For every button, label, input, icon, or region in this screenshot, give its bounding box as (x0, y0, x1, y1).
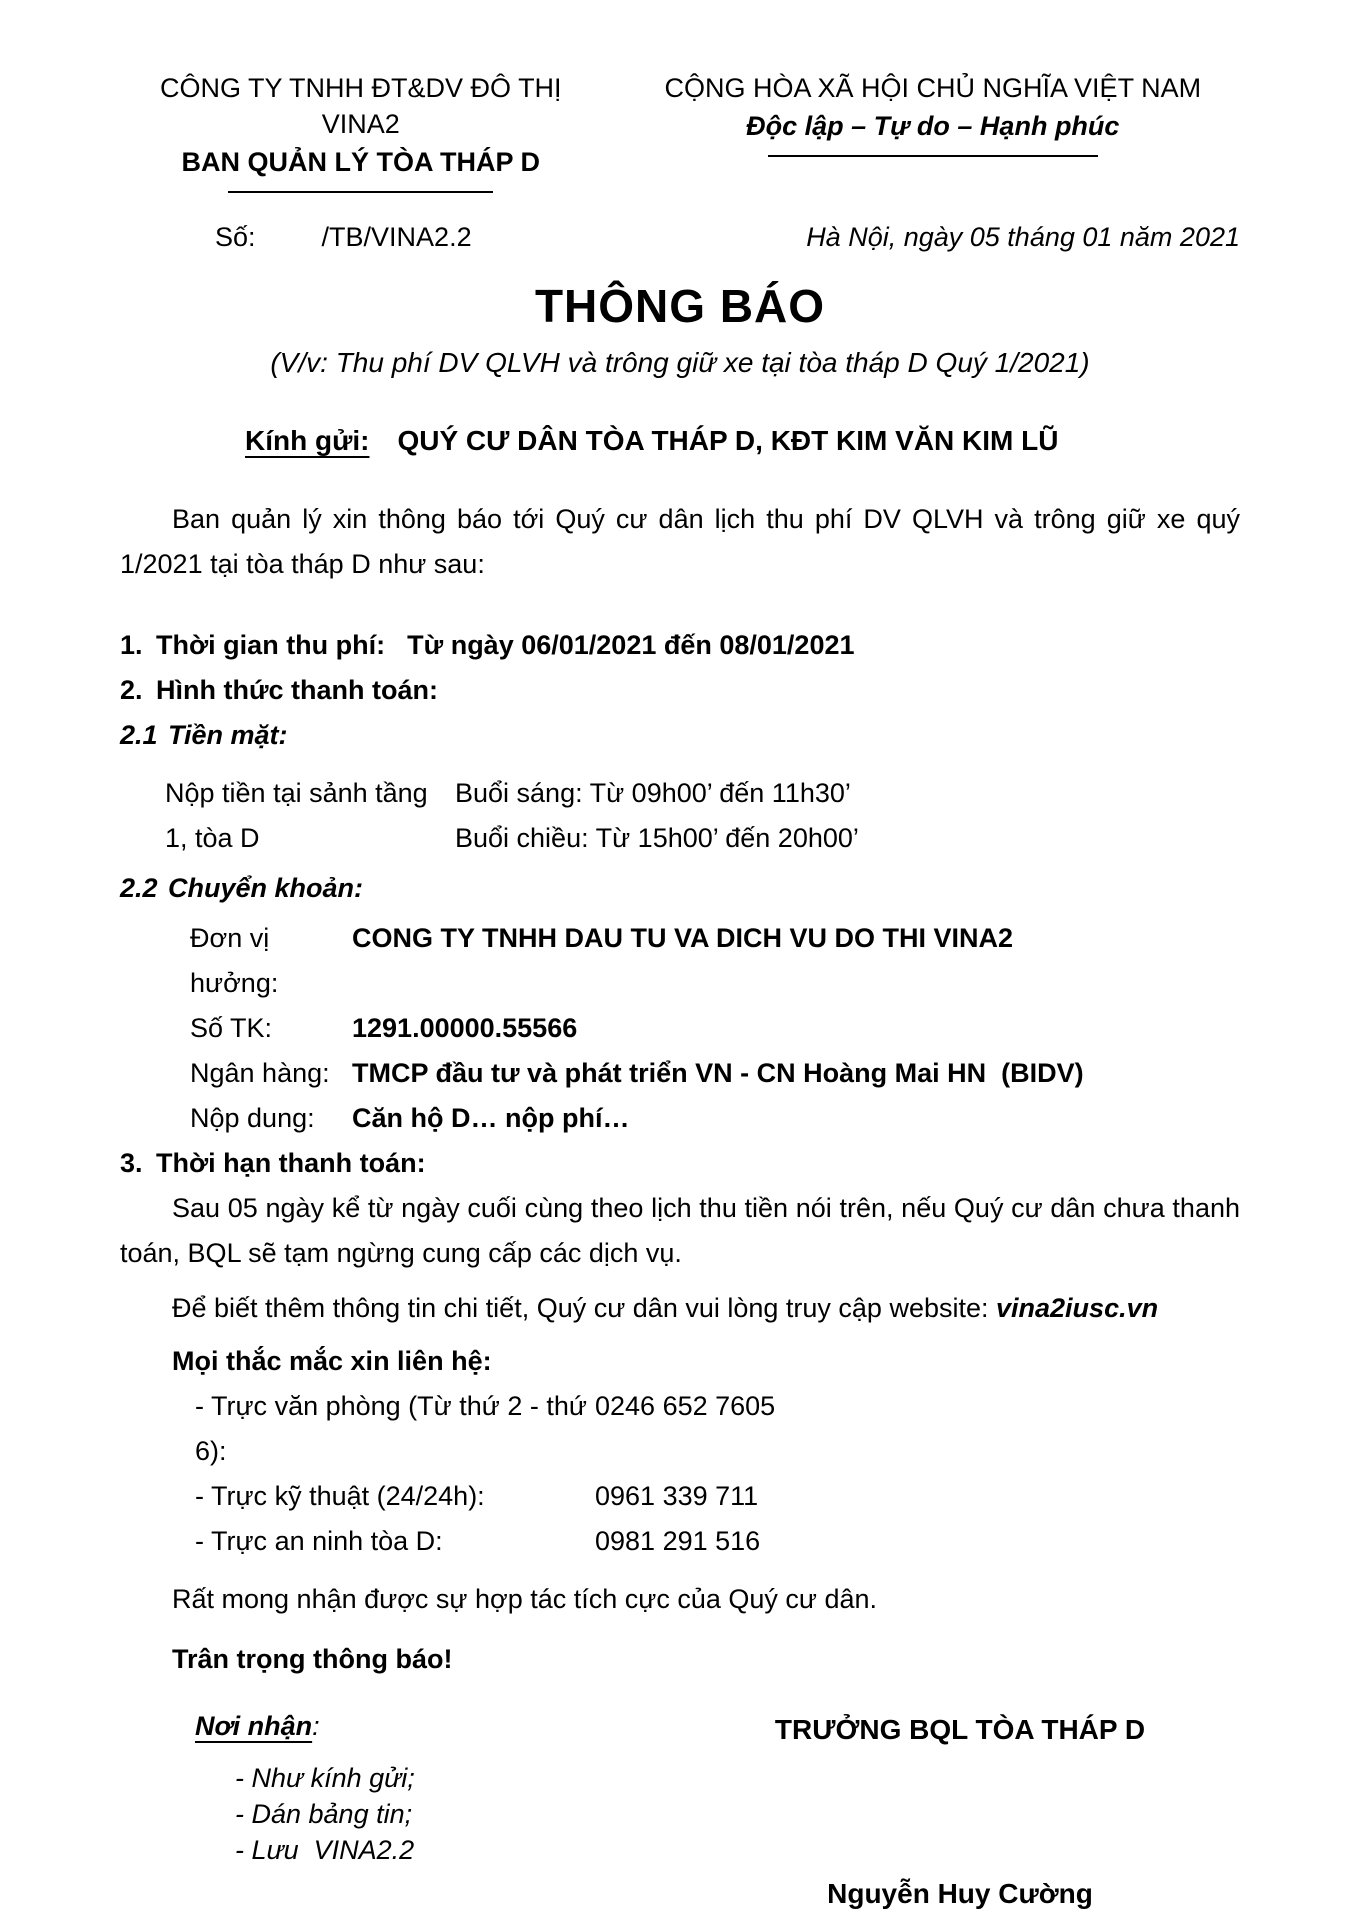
bank-row-memo (190, 1096, 1240, 1141)
issuer-company-name: CÔNG TY TNHH ĐT&DV ĐÔ THỊ VINA2 (160, 73, 570, 139)
bank-row-bank (190, 1051, 1240, 1096)
motto-underline (768, 155, 1098, 157)
document-number-value: /TB/VINA2.2 (321, 222, 472, 252)
recipients-heading (195, 1706, 680, 1746)
section-3-label: Thời hạn thanh toán: (156, 1148, 426, 1178)
section-1-value: Từ ngày 06/01/2021 đến 08/01/2021 (407, 630, 855, 660)
recipient-item: - Lưu VINA2.2 (235, 1835, 415, 1865)
cash-times (455, 771, 859, 861)
section-2-2 (120, 866, 1240, 911)
bank-row-account (190, 1006, 1240, 1051)
recipient-item: - Dán bảng tin; (235, 1799, 413, 1829)
contact-heading: Mọi thắc mắc xin liên hệ: (172, 1346, 492, 1376)
salutation (245, 425, 1240, 457)
recipients-block (195, 1706, 680, 1910)
document-subject: (V/v: Thu phí DV QLVH và trông giữ xe tại tòa tháp D Quý 1/2021) (270, 347, 1090, 378)
section-2-1 (120, 713, 1240, 758)
national-motto: Độc lập – Tự do – Hạnh phúc (746, 111, 1120, 141)
national-title: CỘNG HÒA XÃ HỘI CHỦ NGHĨA VIỆT NAM (664, 73, 1202, 103)
section-2 (120, 668, 1240, 713)
technical-hotline-label: - Trực kỹ thuật (24/24h): (195, 1481, 485, 1511)
account-number-value: 1291.00000.55566 (352, 1013, 578, 1043)
cash-morning-hours: Buổi sáng: Từ 09h00’ đến 11h30’ (455, 778, 851, 808)
contact-row-office (195, 1384, 1240, 1474)
recipient-item: - Như kính gửi; (235, 1763, 415, 1793)
bank-transfer-details (120, 916, 1240, 1141)
header-national-block (602, 70, 1240, 193)
section-3-number: 3. (120, 1148, 143, 1178)
section-1-label: Thời gian thu phí: (156, 630, 386, 660)
salutation-label: Kính gửi: (245, 425, 370, 456)
cash-payment-details (165, 771, 1240, 861)
payment-deadline-paragraph: Sau 05 ngày kể từ ngày cuối cùng theo lịch thu tiền nói trên, nếu Quý cư dân chưa thanh toán, BQL sẽ tạm ngừng cung cấp các dịch vụ. (120, 1193, 1248, 1268)
place-and-date: Hà Nội, ngày 05 tháng 01 năm 2021 (806, 222, 1240, 252)
website-paragraph (120, 1286, 1240, 1331)
section-1 (120, 623, 1240, 668)
section-1-number: 1. (120, 630, 143, 660)
section-2-2-label: Chuyển khoản: (168, 873, 364, 903)
cooperation-closing: Rất mong nhận được sự hợp tác tích cực của Quý cư dân. (172, 1584, 878, 1614)
account-number-label: Số TK: (190, 1013, 273, 1043)
recipients-colon: : (312, 1711, 320, 1741)
security-hotline-label: - Trực an ninh tòa D: (195, 1526, 443, 1556)
security-hotline-phone: 0981 291 516 (595, 1526, 761, 1556)
section-3 (120, 1141, 1240, 1186)
document-number-label: Số: (215, 222, 256, 252)
salutation-recipient: QUÝ CƯ DÂN TÒA THÁP D, KĐT KIM VĂN KIM LŨ (397, 425, 1059, 456)
office-hotline-label: - Trực văn phòng (Từ thứ 2 - thứ 6): (195, 1391, 595, 1466)
issuer-underline (228, 191, 493, 193)
intro-paragraph: Ban quản lý xin thông báo tới Quý cư dân lịch thu phí DV QLVH và trông giữ xe quý 1/2021 tại tòa tháp D như sau: (120, 504, 1248, 579)
signer-name: Nguyễn Huy Cường (827, 1878, 1093, 1909)
signature-block (680, 1706, 1240, 1910)
document-footer (120, 1706, 1240, 1910)
section-2-number: 2. (120, 675, 143, 705)
document-meta-row (120, 219, 1240, 255)
website-paragraph-text: Để biết thêm thông tin chi tiết, Quý cư dân vui lòng truy cập website: (172, 1293, 997, 1323)
recipients-list (235, 1760, 680, 1868)
document-title: THÔNG BÁO (534, 280, 826, 332)
bank-row-beneficiary (190, 916, 1240, 1006)
beneficiary-value: CONG TY TNHH DAU TU VA DICH VU DO THI VINA2 (352, 923, 1014, 953)
beneficiary-label: Đơn vị hưởng: (190, 923, 279, 998)
header-issuer-block (120, 70, 602, 193)
issuer-department-name: BAN QUẢN LÝ TÒA THÁP D (181, 147, 541, 177)
cash-afternoon-hours: Buổi chiều: Từ 15h00’ đến 20h00’ (455, 823, 859, 853)
document-header (120, 70, 1240, 193)
recipients-label: Nơi nhận (195, 1711, 313, 1741)
bank-name-label: Ngân hàng: (190, 1058, 330, 1088)
section-2-1-number: 2.1 (120, 720, 158, 750)
office-hotline-phone: 0246 652 7605 (595, 1391, 776, 1421)
contact-row-security (195, 1519, 1240, 1564)
section-2-label: Hình thức thanh toán: (156, 675, 439, 705)
section-2-1-label: Tiền mặt: (168, 720, 288, 750)
cash-location: Nộp tiền tại sảnh tầng 1, tòa D (165, 778, 436, 853)
signer-title: TRƯỞNG BQL TÒA THÁP D (774, 1714, 1146, 1745)
transfer-memo-label: Nộp dung: (190, 1103, 315, 1133)
respectful-closing: Trân trọng thông báo! (172, 1644, 453, 1674)
section-2-2-number: 2.2 (120, 873, 158, 903)
website-url: vina2iusc.vn (996, 1293, 1159, 1323)
technical-hotline-phone: 0961 339 711 (595, 1481, 759, 1511)
transfer-memo-value: Căn hộ D… nộp phí… (352, 1103, 630, 1133)
bank-name-value: TMCP đầu tư và phát triển VN - CN Hoàng Mai HN (BIDV) (352, 1058, 1084, 1088)
contact-row-technical (195, 1474, 1240, 1519)
document-number (215, 219, 472, 255)
